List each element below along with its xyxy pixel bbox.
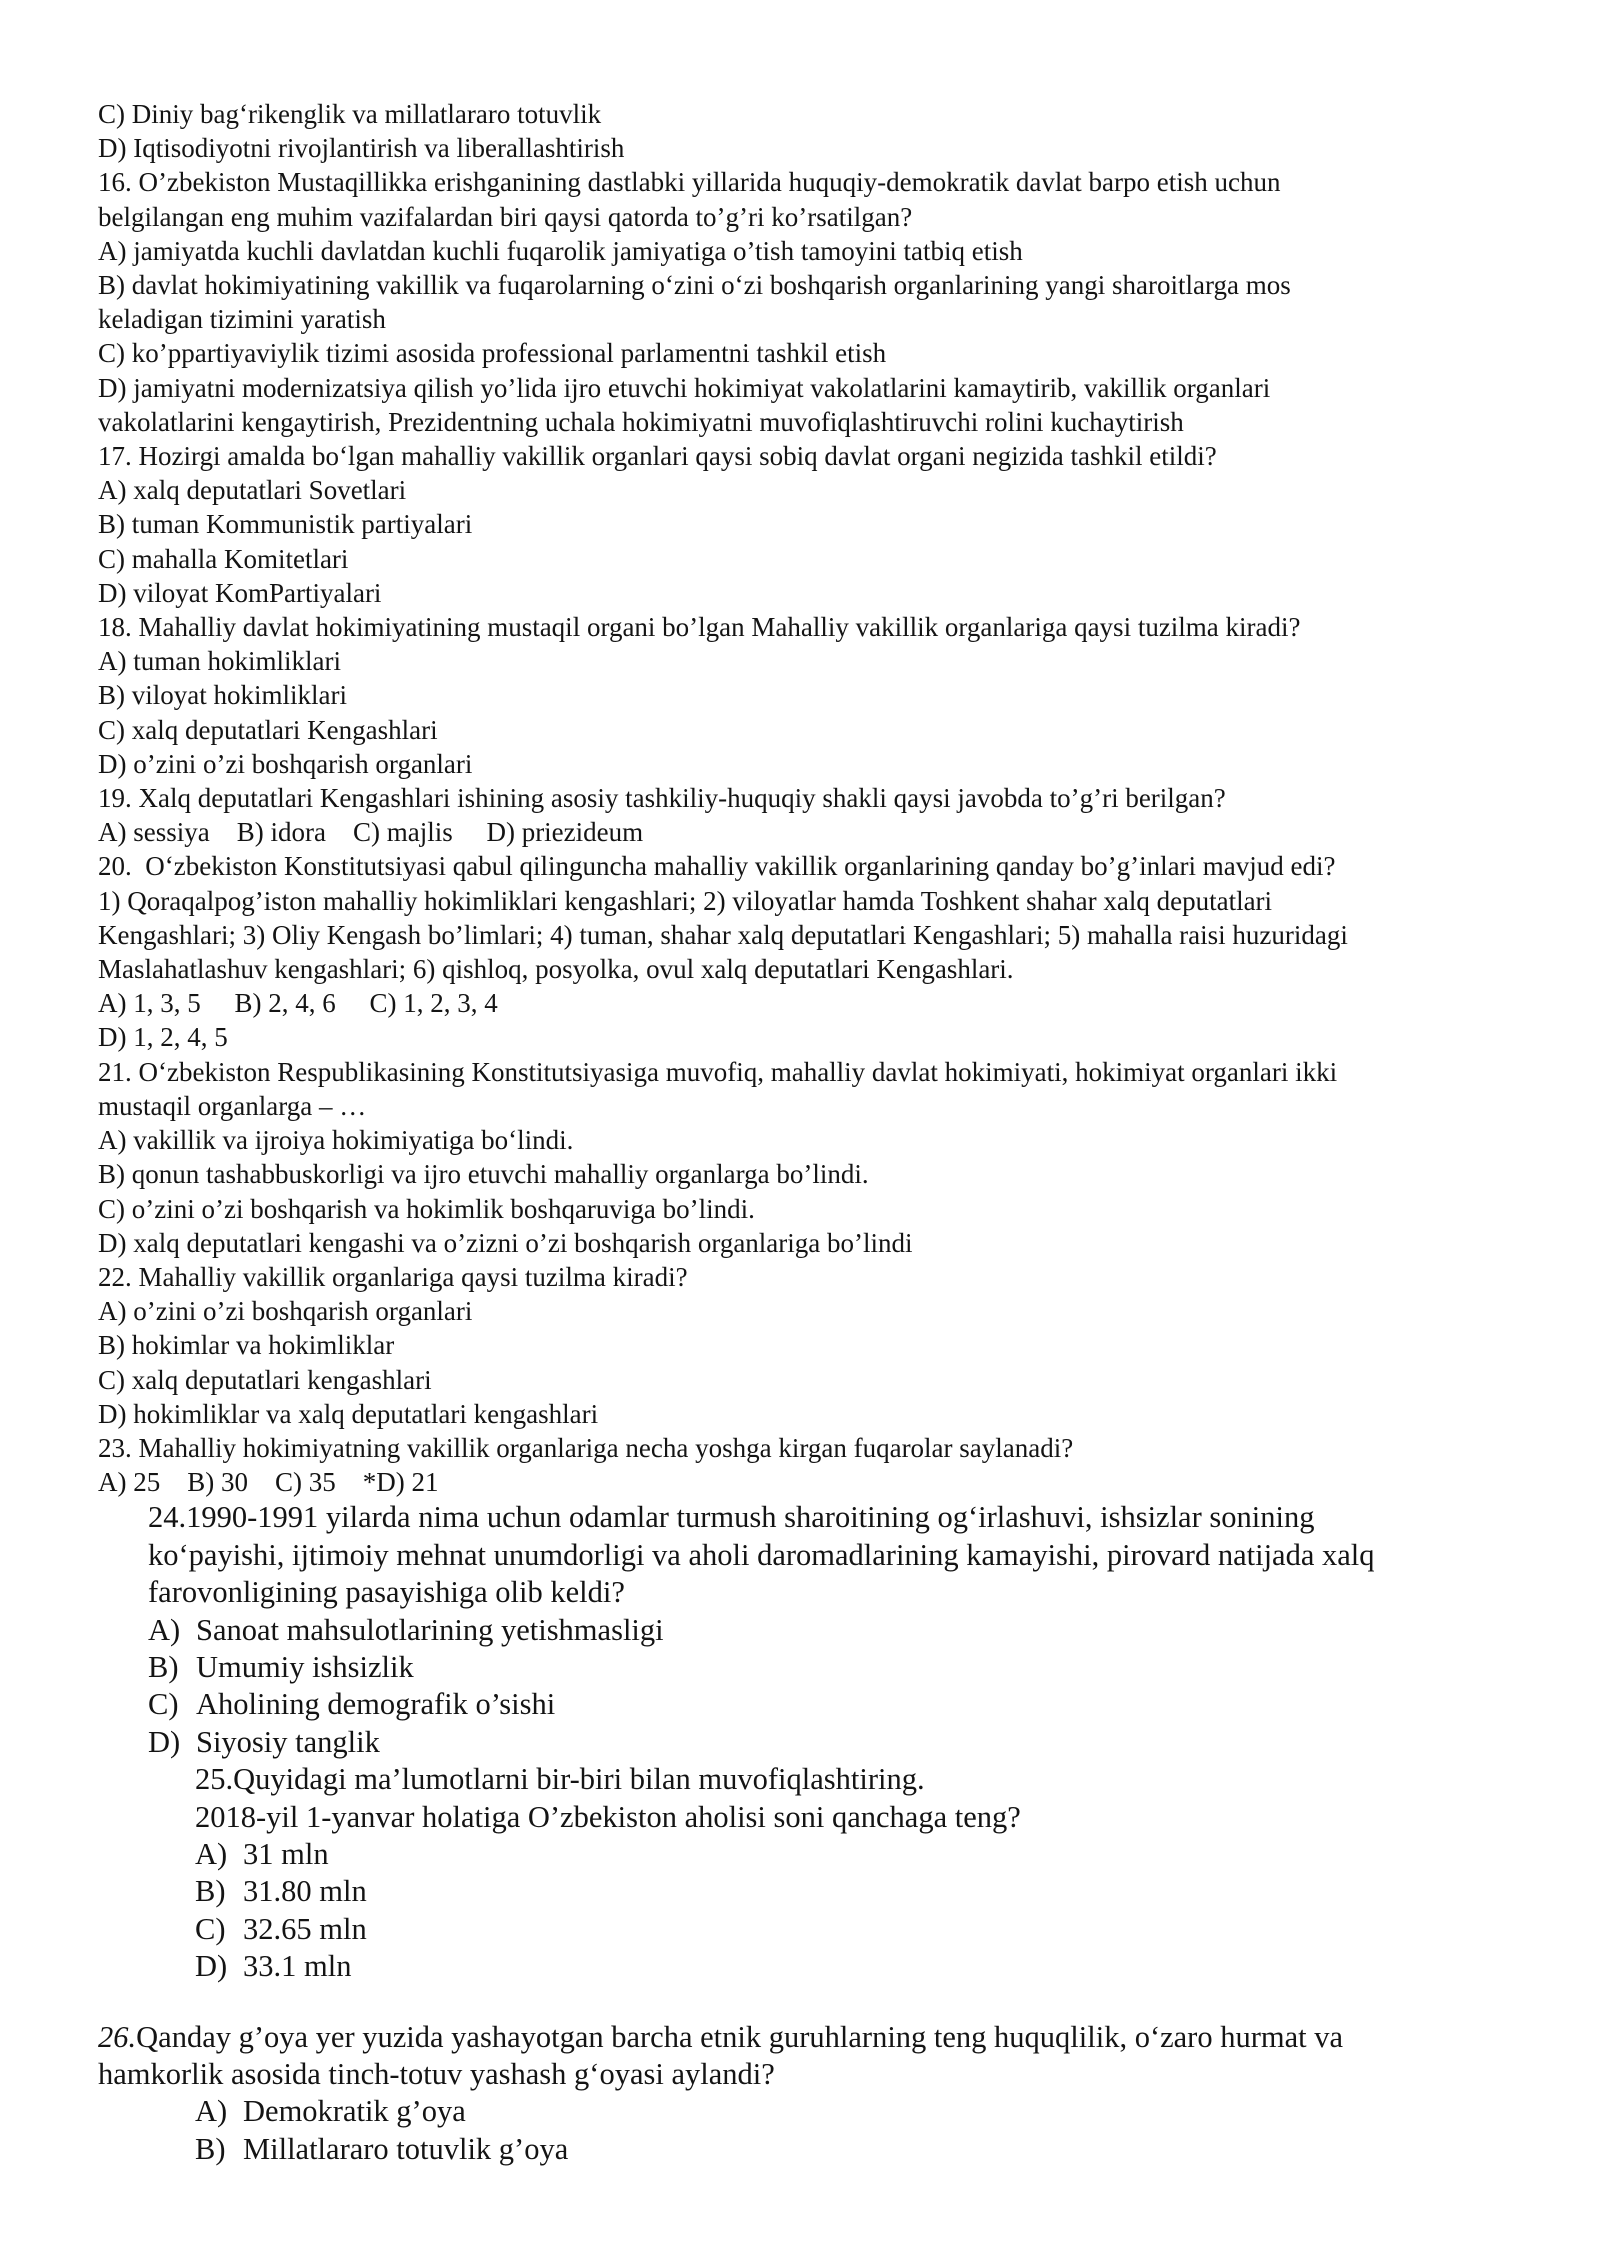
text-line: A) o’zini o’zi boshqarish organlari — [98, 1296, 473, 1327]
question-26-text: 26.Qanday g’oya yer yuzida yashayotgan barcha etnik guruhlarning teng huquqlilik, o‘zaro hurmat va — [98, 2019, 1344, 2054]
question-26-text: hamkorlik asosida tinch-totuv yashash g‘oyasi aylandi? — [98, 2057, 775, 2092]
questions-15-23 — [98, 97, 1538, 1499]
question-24-text: 24.1990-1991 yilarda nima uchun odamlar turmush sharoitining og‘irlashuvi, ishsizlar sonining — [148, 1500, 1315, 1535]
answer-option: B) Umumiy ishsizlik — [148, 1649, 414, 1684]
text-line: C) ko’ppartiyaviylik tizimi asosida professional parlamentni tashkil etish — [98, 338, 887, 369]
answer-option: B) 31.80 mln — [195, 1874, 367, 1909]
text-line: A) 1, 3, 5 B) 2, 4, 6 C) 1, 2, 3, 4 — [98, 988, 498, 1019]
text-line: A) xalq deputatlari Sovetlari — [98, 475, 407, 506]
text-line: mustaqil organlarga – … — [98, 1090, 367, 1121]
answer-option: A) 31 mln — [195, 1836, 329, 1871]
text-line: D) hokimliklar va xalq deputatlari kengashlari — [98, 1398, 599, 1429]
answer-option: C) Aholining demografik o’sishi — [148, 1687, 556, 1722]
text-line: D) jamiyatni modernizatsiya qilish yo’lida ijro etuvchi hokimiyat vakolatlarini kamaytirib, vakillik organlari — [98, 372, 1271, 403]
text-line: 1) Qoraqalpog’iston mahalliy hokimliklari kengashlari; 2) viloyatlar hamda Toshkent shahar xalq deputatlari — [98, 885, 1273, 916]
question-24-text: ko‘payishi, ijtimoiy mehnat unumdorligi va aholi daromadlarining kamayishi, pirovard natijada xalq — [148, 1537, 1375, 1572]
text-line: A) vakillik va ijroiya hokimiyatiga bo‘lindi. — [98, 1125, 574, 1156]
spacer — [98, 1986, 1538, 2019]
text-line: A) 25 B) 30 C) 35 *D) 21 — [98, 1467, 439, 1498]
text-line: 17. Hozirgi amalda bo‘lgan mahalliy vakillik organlari qaysi sobiq davlat organi negizida tashkil etildi? — [98, 441, 1217, 472]
question-number: 26. — [98, 2019, 137, 2054]
question-24 — [98, 1499, 1538, 1761]
text-line: 21. O‘zbekiston Respublikasining Konstitutsiyasiga muvofiq, mahalliy davlat hokimiyati, hokimiyat organlari ikki — [98, 1056, 1338, 1087]
question-24-text: farovonligining pasayishiga olib keldi? — [148, 1575, 625, 1610]
text-line: 20. O‘zbekiston Konstitutsiyasi qabul qilinguncha mahalliy vakillik organlarining qanday bo’g’inlari mavjud edi? — [98, 851, 1336, 882]
text-line: 16. O’zbekiston Mustaqillikka erishganining dastlabki yillarida huquqiy-demokratik davlat barpo etish uchun — [98, 167, 1281, 198]
text-line: D) Iqtisodiyotni rivojlantirish va liberallashtirish — [98, 133, 625, 164]
text-line: B) viloyat hokimliklari — [98, 680, 347, 711]
text-line: C) o’zini o’zi boshqarish va hokimlik boshqaruviga bo’lindi. — [98, 1193, 755, 1224]
answer-option: C) 32.65 mln — [195, 1911, 367, 1946]
text-line: A) tuman hokimliklari — [98, 646, 341, 677]
question-25-text: 2018-yil 1-yanvar holatiga O’zbekiston aholisi soni qanchaga teng? — [195, 1799, 1021, 1834]
text-line: B) qonun tashabbuskorligi va ijro etuvchi mahalliy organlarga bo’lindi. — [98, 1159, 869, 1190]
text-line: D) o’zini o’zi boshqarish organlari — [98, 748, 473, 779]
text-line: Kengashlari; 3) Oliy Kengash bo’limlari; 4) tuman, shahar xalq deputatlari Kengashlari; 5) mahalla raisi huzuridagi — [98, 919, 1348, 950]
text-line: 23. Mahalliy hokimiyatning vakillik organlariga necha yoshga kirgan fuqarolar saylanadi? — [98, 1432, 1074, 1463]
text-line: A) sessiya B) idora C) majlis D) priezideum — [98, 817, 644, 848]
answer-option: A) Sanoat mahsulotlarining yetishmasligi — [148, 1612, 664, 1647]
question-26 — [98, 2019, 1538, 2169]
answer-option: D) Siyosiy tanglik — [148, 1724, 380, 1759]
text-line: C) mahalla Komitetlari — [98, 543, 349, 574]
text-line: C) Diniy bag‘rikenglik va millatlararo totuvlik — [98, 99, 602, 129]
question-25 — [98, 1761, 1538, 1985]
text-line: A) jamiyatda kuchli davlatdan kuchli fuqarolik jamiyatiga o’tish tamoyini tatbiq etish — [98, 235, 1023, 266]
text-line: keladigan tizimini yaratish — [98, 304, 386, 335]
answer-option: A) Demokratik g’oya — [195, 2094, 466, 2129]
question-25-text: 25.Quyidagi ma’lumotlarni bir-biri bilan muvofiqlashtiring. — [195, 1762, 925, 1797]
text-line: B) tuman Kommunistik partiyalari — [98, 509, 473, 540]
answer-option: D) 33.1 mln — [195, 1949, 352, 1984]
text-line: C) xalq deputatlari Kengashlari — [98, 714, 438, 745]
text-line: 19. Xalq deputatlari Kengashlari ishining asosiy tashkiliy-huquqiy shakli qaysi javobda to’g’ri berilgan? — [98, 783, 1226, 814]
text-line: D) viloyat KomPartiyalari — [98, 577, 382, 608]
text-line: vakolatlarini kengaytirish, Prezidentning uchala hokimiyatni muvofiqlashtiruvchi rolini kuchaytirish — [98, 406, 1184, 437]
text-line: D) xalq deputatlari kengashi va o’zizni o’zi boshqarish organlariga bo’lindi — [98, 1227, 913, 1258]
text-line: C) xalq deputatlari kengashlari — [98, 1364, 432, 1395]
text-line: B) hokimlar va hokimliklar — [98, 1330, 395, 1361]
text-line: B) davlat hokimiyatining vakillik va fuqarolarning o‘zini o‘zi boshqarish organlarining yangi sharoitlarga mos — [98, 270, 1291, 301]
text-line: Maslahatlashuv kengashlari; 6) qishloq, posyolka, ovul xalq deputatlari Kengashlari. — [98, 954, 1014, 985]
text-line: belgilangan eng muhim vazifalardan biri qaysi qatorda to’g’ri ko’rsatilgan? — [98, 201, 913, 232]
text-line: D) 1, 2, 4, 5 — [98, 1022, 228, 1053]
text-line: 22. Mahalliy vakillik organlariga qaysi tuzilma kiradi? — [98, 1261, 688, 1292]
document-page — [98, 97, 1538, 2168]
text-line: 18. Mahalliy davlat hokimiyatining mustaqil organi bo’lgan Mahalliy vakillik organlariga qaysi tuzilma kiradi? — [98, 612, 1301, 643]
answer-option: B) Millatlararo totuvlik g’oya — [195, 2131, 569, 2166]
